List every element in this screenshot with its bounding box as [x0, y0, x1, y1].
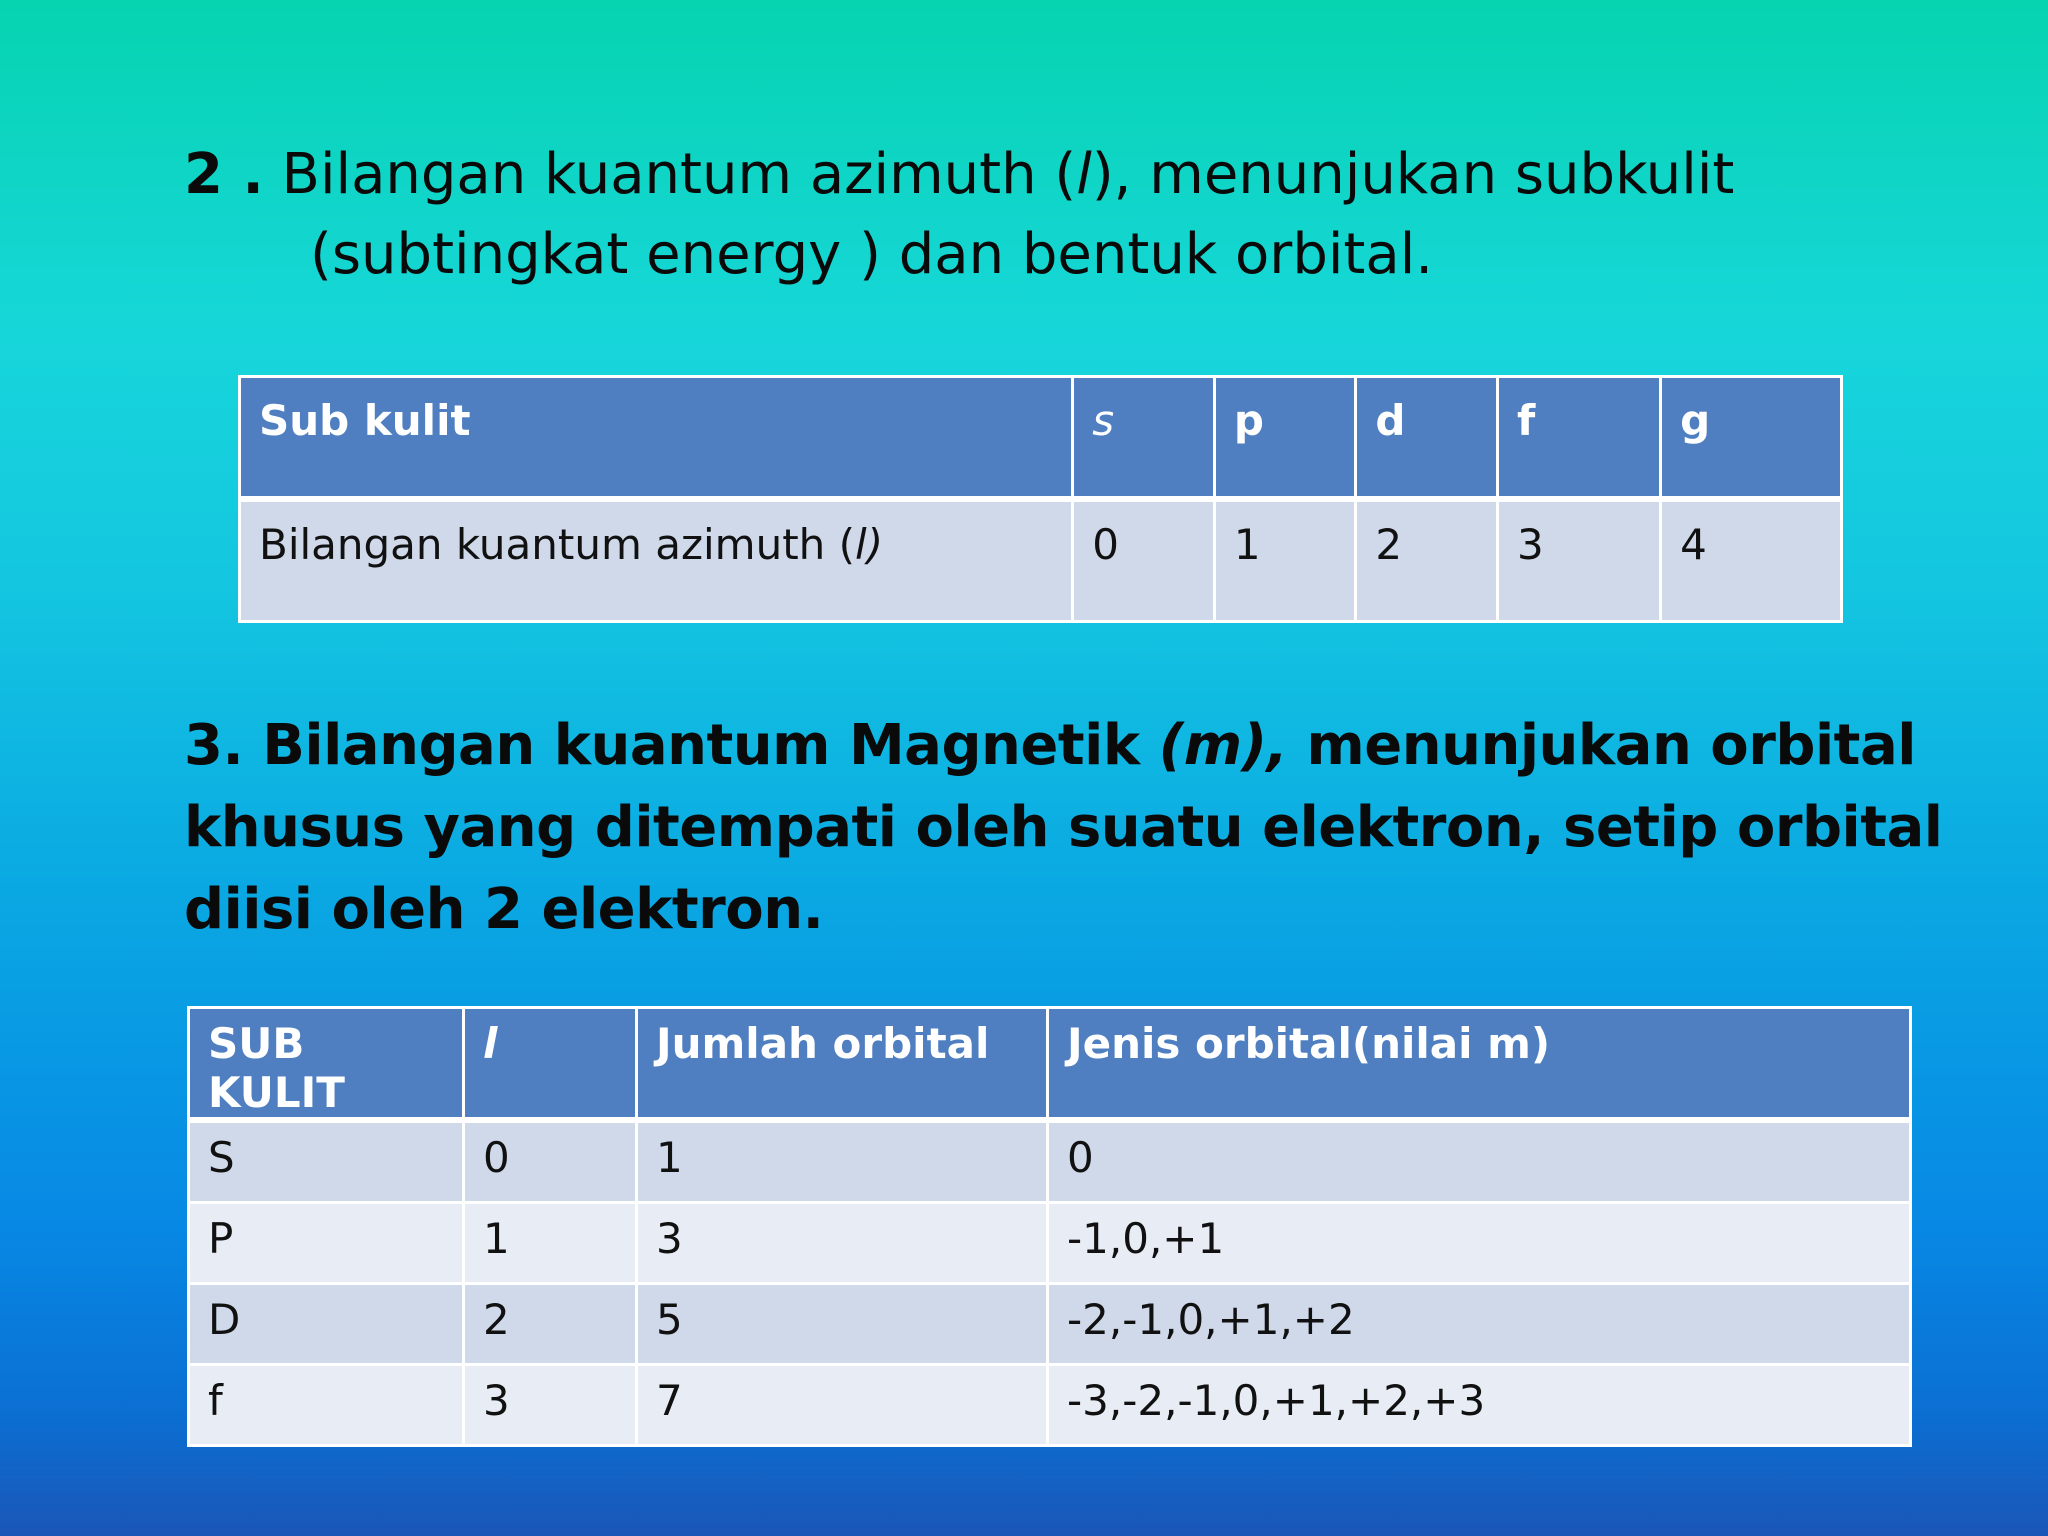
table-row — [189, 1365, 1911, 1446]
header-cell: d — [1356, 377, 1498, 500]
table-cell: D — [189, 1284, 464, 1365]
value-cell: 4 — [1661, 499, 1842, 622]
section-3-text-b: menunjukan orbital khusus yang ditempati oleh suatu elektron, setip orbital diisi oleh 2 elektron. — [184, 713, 1943, 942]
section-2-text-a: Bilangan kuantum azimuth ( — [263, 142, 1077, 207]
section-3-heading — [184, 705, 1944, 951]
header-cell: Jenis orbital(nilai m) — [1048, 1008, 1911, 1121]
subshell-azimuthal-table — [238, 375, 1843, 623]
value-cell: 2 — [1356, 499, 1498, 622]
table-cell: 0 — [464, 1120, 637, 1203]
section-2-number: 2 . — [184, 142, 264, 207]
table-cell: f — [189, 1365, 464, 1446]
section-2-variable: l — [1076, 142, 1092, 207]
row-label-text: Bilangan kuantum azimuth ( — [259, 520, 856, 569]
header-cell: Sub kulit — [240, 377, 1073, 500]
section-3-text-a: 3. Bilangan kuantum Magnetik — [184, 713, 1159, 778]
header-cell: p — [1214, 377, 1356, 500]
table-row — [240, 499, 1842, 622]
section-2-line-2: (subtingkat energy ) dan bentuk orbital. — [310, 222, 1434, 287]
value-cell: 3 — [1498, 499, 1661, 622]
table-cell: 3 — [637, 1203, 1048, 1284]
table-cell: -2,-1,0,+1,+2 — [1048, 1284, 1911, 1365]
header-cell: g — [1661, 377, 1842, 500]
table-row — [189, 1284, 1911, 1365]
header-cell: l — [464, 1008, 637, 1121]
section-3-variable: (m), — [1158, 713, 1288, 778]
header-cell: s — [1073, 377, 1215, 500]
table-cell: 5 — [637, 1284, 1048, 1365]
table-cell: 3 — [464, 1365, 637, 1446]
table-cell: P — [189, 1203, 464, 1284]
value-cell: 0 — [1073, 499, 1215, 622]
header-cell: Jumlah orbital — [637, 1008, 1048, 1121]
table-cell: 7 — [637, 1365, 1048, 1446]
section-2-heading — [184, 135, 1784, 295]
section-2-text-b: ), menunjukan subkulit — [1091, 142, 1735, 207]
table-row — [189, 1203, 1911, 1284]
table-header-row — [189, 1008, 1911, 1121]
table-cell: -1,0,+1 — [1048, 1203, 1911, 1284]
row-label-cell — [240, 499, 1073, 622]
row-label-variable: l — [855, 520, 867, 569]
value-cell: 1 — [1214, 499, 1356, 622]
table-row — [189, 1120, 1911, 1203]
header-cell: f — [1498, 377, 1661, 500]
table-cell: 1 — [637, 1120, 1048, 1203]
table-cell: S — [189, 1120, 464, 1203]
table-cell: 0 — [1048, 1120, 1911, 1203]
header-cell: SUB KULIT — [189, 1008, 464, 1121]
table-header-row — [240, 377, 1842, 500]
table-cell: 1 — [464, 1203, 637, 1284]
magnetic-quantum-table — [187, 1006, 1912, 1447]
row-label-close: ) — [866, 520, 884, 569]
table-cell: -3,-2,-1,0,+1,+2,+3 — [1048, 1365, 1911, 1446]
table-cell: 2 — [464, 1284, 637, 1365]
